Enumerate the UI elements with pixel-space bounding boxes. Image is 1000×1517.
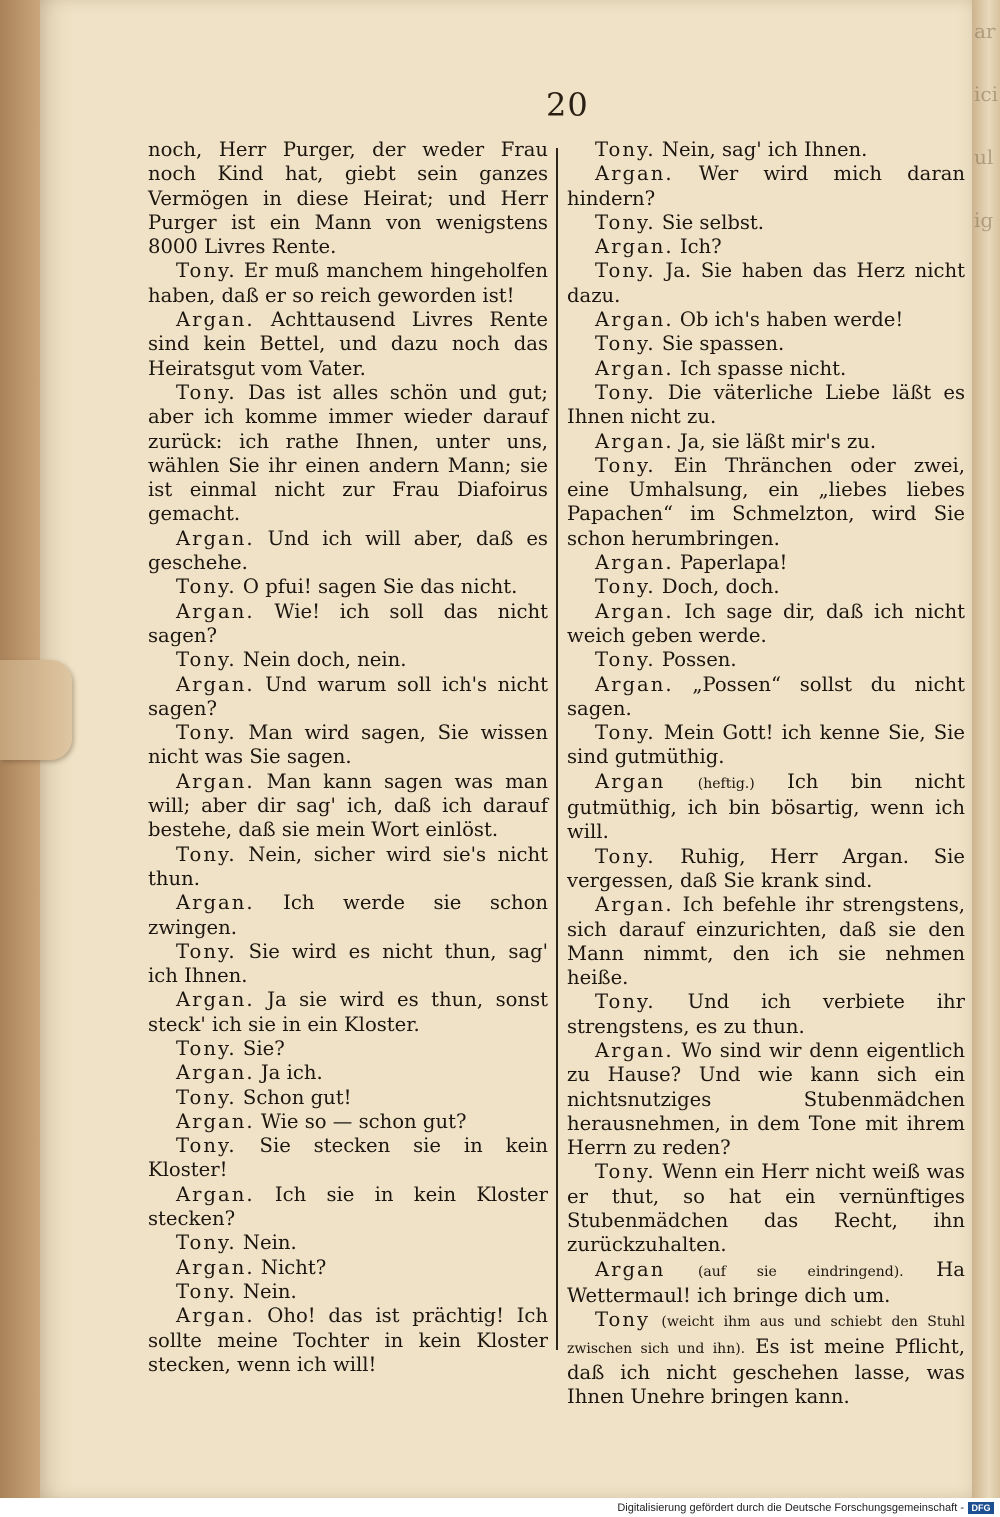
dialogue-text: Ich befehle ihr strengstens, sich darauf einzurichten, daß sie den Mann nimmt, den ich sie nehmen heiße. bbox=[567, 893, 965, 990]
speaker-name: Tony. bbox=[595, 453, 656, 477]
speaker-name: Tony. bbox=[595, 210, 656, 234]
dialogue-paragraph bbox=[567, 454, 965, 551]
speaker-name: Tony. bbox=[176, 721, 237, 745]
dialogue-text: Und warum soll ich's nicht sagen? bbox=[148, 672, 548, 720]
speaker-name: Argan. bbox=[176, 988, 255, 1012]
page-number: 20 bbox=[546, 86, 589, 124]
page-tab-marker bbox=[0, 660, 72, 760]
speaker-name: Argan. bbox=[176, 1255, 255, 1279]
speaker-name: Argan. bbox=[176, 1182, 255, 1206]
dialogue-paragraph bbox=[567, 430, 965, 454]
speaker-name: Argan. bbox=[176, 599, 255, 623]
speaker-name: Argan. bbox=[176, 891, 255, 915]
speaker-name: Tony. bbox=[595, 990, 656, 1014]
speaker-name: Tony. bbox=[595, 721, 656, 745]
dialogue-text: Und ich will aber, daß es geschehe. bbox=[148, 526, 548, 575]
dialogue-paragraph bbox=[567, 259, 965, 308]
dialogue-text: Es ist meine Pflicht, daß ich nicht geschehen lasse, was Ihnen Unehre bringen kann. bbox=[567, 1334, 966, 1409]
dialogue-paragraph bbox=[567, 600, 965, 649]
digitization-credit: Digitalisierung gefördert durch die Deutsche Forschungsgemeinschaft - bbox=[617, 1502, 964, 1514]
dialogue-paragraph bbox=[567, 990, 965, 1039]
speaker-name: Argan. bbox=[595, 672, 674, 696]
dialogue-paragraph bbox=[567, 721, 965, 770]
dialogue-paragraph bbox=[148, 843, 548, 892]
dialogue-text: Die väterliche Liebe läßt es Ihnen nicht zu. bbox=[567, 380, 965, 429]
dialogue-text: Nein. bbox=[242, 1231, 297, 1255]
speaker-name: Argan. bbox=[595, 893, 674, 917]
stage-direction: (weicht ihm aus und schiebt den Stuhl zwischen sich und ihn). bbox=[567, 1314, 965, 1357]
bleed-through-texture: ariciulig bbox=[974, 19, 998, 232]
dialogue-paragraph bbox=[148, 381, 548, 527]
dialogue-text: Nein, sag' ich Ihnen. bbox=[661, 138, 868, 161]
dialogue-text: Und ich verbiete ihr strengstens, es zu thun. bbox=[567, 990, 965, 1038]
dialogue-paragraph bbox=[567, 308, 965, 332]
dialogue-paragraph bbox=[567, 845, 965, 894]
dialogue-text: Schon gut! bbox=[242, 1085, 352, 1109]
dialogue-text: Nein, sicher wird sie's nicht thun. bbox=[148, 842, 548, 890]
speaker-name: Argan. bbox=[595, 235, 674, 259]
dialogue-text: Wo sind wir denn eigentlich zu Hause? Und wie kann sich ein nichtsnutziges Stubenmädchen herausnehmen, in dem Tone mit ihrem Herrn zu reden? bbox=[567, 1038, 966, 1160]
dialogue-text: noch, Herr Purger, der weder Frau noch Kind hat, giebt sein ganzes Vermögen in diese Heirat; und Herr Purger ist ein Mann von wenigstens 8000 Livres Rente. bbox=[148, 138, 548, 259]
dialogue-paragraph bbox=[148, 308, 548, 381]
speaker-name: Argan. bbox=[176, 1109, 255, 1133]
dialogue-paragraph bbox=[148, 1061, 548, 1085]
right-text-column bbox=[567, 138, 965, 1409]
dialogue-text: Oho! das ist prächtig! Ich sollte meine Tochter in kein Kloster stecken, wenn ich will! bbox=[148, 1304, 548, 1376]
dialogue-text: Ich spasse nicht. bbox=[679, 356, 847, 380]
speaker-name: Argan. bbox=[176, 1304, 255, 1328]
dialogue-paragraph bbox=[148, 673, 548, 722]
column-divider bbox=[556, 148, 558, 1350]
speaker-name: Argan. bbox=[595, 429, 674, 453]
dialogue-paragraph bbox=[148, 648, 548, 672]
dialogue-paragraph bbox=[567, 575, 965, 599]
dialogue-paragraph bbox=[567, 357, 965, 381]
stage-direction: (heftig.) bbox=[697, 775, 755, 792]
speaker-name: Tony. bbox=[595, 259, 656, 283]
dialogue-text: Nein. bbox=[242, 1279, 297, 1303]
dialogue-paragraph bbox=[148, 721, 548, 770]
dialogue-paragraph bbox=[567, 332, 965, 356]
speaker-name: Argan. bbox=[595, 162, 674, 186]
speaker-name: Tony. bbox=[176, 939, 237, 963]
dialogue-paragraph bbox=[148, 1183, 548, 1232]
speaker-name: Tony. bbox=[176, 842, 237, 866]
speaker-name: Tony. bbox=[176, 1279, 237, 1303]
dialogue-paragraph bbox=[148, 527, 548, 576]
dialogue-paragraph bbox=[567, 1039, 965, 1160]
dialogue-text: Ich werde sie schon zwingen. bbox=[148, 891, 548, 939]
speaker-name: Argan bbox=[595, 1257, 666, 1281]
dialogue-text: Ich sage dir, daß ich nicht weich geben werde. bbox=[567, 599, 966, 647]
dialogue-text: Ich? bbox=[679, 235, 722, 259]
dialogue-text: Sie wird es nicht thun, sag' ich Ihnen. bbox=[148, 939, 548, 988]
speaker-name: Tony bbox=[595, 1308, 651, 1332]
dialogue-text: Man wird sagen, Sie wissen nicht was Sie sagen. bbox=[148, 721, 548, 769]
dialogue-text: Wie so — schon gut? bbox=[260, 1109, 467, 1133]
dialogue-text: Achttausend Livres Rente sind kein Bettel, und dazu noch das Heiratsgut vom Vater. bbox=[148, 308, 548, 380]
speaker-name: Argan. bbox=[595, 356, 674, 380]
dialogue-paragraph bbox=[148, 770, 548, 843]
dialogue-text: Ja, sie läßt mir's zu. bbox=[679, 429, 877, 453]
dialogue-paragraph bbox=[148, 259, 548, 308]
dialogue-paragraph bbox=[148, 1304, 548, 1377]
speaker-name: Argan. bbox=[176, 672, 255, 696]
dialogue-text: O pfui! sagen Sie das nicht. bbox=[242, 575, 518, 599]
dialogue-text: Er muß manchem hingeholfen haben, daß er so reich geworden ist! bbox=[148, 259, 548, 307]
dialogue-paragraph bbox=[567, 211, 965, 235]
dialogue-text: Paperlapa! bbox=[679, 551, 788, 575]
speaker-name: Tony. bbox=[595, 138, 656, 161]
dialogue-paragraph bbox=[567, 235, 965, 259]
dfg-logo: DFG bbox=[968, 1502, 994, 1514]
dialogue-text: Ein Thränchen oder zwei, eine Umhalsung, ein „liebes liebes Papachen“ im Schmelzton, wird Sie schon herumbringen. bbox=[567, 453, 965, 550]
dialogue-paragraph bbox=[567, 893, 965, 990]
dialogue-paragraph bbox=[148, 940, 548, 989]
dialogue-text: Ja ich. bbox=[260, 1061, 323, 1085]
speaker-name: Tony. bbox=[176, 380, 237, 404]
speaker-name: Tony. bbox=[595, 648, 656, 672]
dialogue-paragraph bbox=[148, 988, 548, 1037]
speaker-name: Argan. bbox=[176, 308, 255, 332]
dialogue-text: Ich bin nicht gutmüthig, ich bin bösartig, wenn ich will. bbox=[567, 769, 965, 844]
speaker-name: Argan bbox=[595, 769, 666, 793]
speaker-name: Argan. bbox=[595, 551, 674, 575]
speaker-name: Argan. bbox=[595, 599, 674, 623]
dialogue-paragraph bbox=[567, 1160, 965, 1257]
dialogue-paragraph bbox=[567, 673, 965, 722]
speaker-name: Tony. bbox=[176, 648, 237, 672]
dialogue-paragraph bbox=[148, 1134, 548, 1183]
speaker-name: Tony. bbox=[595, 1160, 656, 1184]
dialogue-text: Ja. Sie haben das Herz nicht dazu. bbox=[567, 259, 965, 307]
speaker-name: Tony. bbox=[595, 575, 656, 599]
dialogue-paragraph bbox=[148, 138, 548, 259]
dialogue-text: Wer wird mich daran hindern? bbox=[567, 162, 965, 210]
speaker-name: Tony. bbox=[595, 844, 656, 868]
dialogue-paragraph bbox=[148, 1256, 548, 1280]
dialogue-text: Ja sie wird es thun, sonst steck' ich sie in ein Kloster. bbox=[148, 988, 548, 1036]
speaker-name: Tony. bbox=[595, 380, 656, 404]
speaker-name: Tony. bbox=[176, 1134, 237, 1158]
speaker-name: Tony. bbox=[176, 575, 237, 599]
dialogue-text: Ich sie in kein Kloster stecken? bbox=[148, 1182, 548, 1231]
speaker-name: Tony. bbox=[176, 259, 237, 283]
dialogue-text: Ruhig, Herr Argan. Sie vergessen, daß Sie krank sind. bbox=[567, 844, 965, 892]
dialogue-text: Nicht? bbox=[260, 1255, 327, 1279]
stage-direction: (auf sie eindringend). bbox=[697, 1263, 904, 1280]
dialogue-text: Wie! ich soll das nicht sagen? bbox=[148, 599, 549, 647]
dialogue-text: Sie stecken sie in kein Kloster! bbox=[148, 1134, 548, 1182]
dialogue-paragraph bbox=[148, 1037, 548, 1061]
speaker-name: Argan. bbox=[176, 526, 255, 550]
dialogue-paragraph bbox=[567, 381, 965, 430]
dialogue-paragraph bbox=[148, 1086, 548, 1110]
dialogue-paragraph bbox=[148, 575, 548, 599]
dialogue-paragraph bbox=[567, 770, 965, 845]
speaker-name: Tony. bbox=[176, 1036, 237, 1060]
speaker-name: Argan. bbox=[176, 769, 255, 793]
dialogue-paragraph bbox=[567, 551, 965, 575]
dialogue-paragraph bbox=[148, 891, 548, 940]
dialogue-text: Man kann sagen was man will; aber dir sag' ich, daß ich darauf bestehe, daß sie mein Wort einlöst. bbox=[148, 769, 548, 842]
dialogue-text: Das ist alles schön und gut; aber ich komme immer wieder darauf zurück: ich rathe Ihnen, unter uns, wählen Sie ihr einen andern Mann; sie ist einmal nicht zur Frau Diafoirus gemacht. bbox=[148, 380, 548, 526]
dialogue-paragraph bbox=[567, 1308, 965, 1409]
dialogue-paragraph bbox=[567, 138, 965, 162]
dialogue-text: Wenn ein Herr nicht weiß was er thut, so hat ein vernünftiges Stubenmädchen das Recht, ihn zurückzuhalten. bbox=[567, 1160, 965, 1257]
dialogue-text: Sie spassen. bbox=[661, 332, 785, 356]
dialogue-text: Ha Wettermaul! ich bringe dich um. bbox=[567, 1257, 965, 1307]
dialogue-text: Doch, doch. bbox=[661, 575, 780, 599]
dialogue-paragraph bbox=[148, 1231, 548, 1255]
next-page-edge bbox=[972, 0, 1000, 1498]
dialogue-paragraph bbox=[567, 648, 965, 672]
dialogue-text: Possen. bbox=[661, 648, 737, 672]
dialogue-text: Nein doch, nein. bbox=[242, 648, 407, 672]
speaker-name: Argan. bbox=[595, 1038, 674, 1062]
speaker-name: Tony. bbox=[176, 1085, 237, 1109]
dialogue-text: Mein Gott! ich kenne Sie, Sie sind gutmüthig. bbox=[567, 721, 965, 769]
dialogue-paragraph bbox=[567, 1258, 965, 1309]
speaker-name: Tony. bbox=[176, 1231, 237, 1255]
dialogue-paragraph bbox=[148, 1280, 548, 1304]
speaker-name: Tony. bbox=[595, 332, 656, 356]
dialogue-paragraph bbox=[148, 1110, 548, 1134]
dialogue-text: Sie? bbox=[242, 1036, 285, 1060]
dialogue-text: Sie selbst. bbox=[661, 210, 765, 234]
speaker-name: Argan. bbox=[595, 308, 674, 332]
dialogue-text: Ob ich's haben werde! bbox=[679, 308, 904, 332]
dialogue-paragraph bbox=[148, 600, 548, 649]
speaker-name: Argan. bbox=[176, 1061, 255, 1085]
left-text-column bbox=[148, 138, 548, 1377]
dialogue-text: „Possen“ sollst du nicht sagen. bbox=[567, 672, 965, 720]
dialogue-paragraph bbox=[567, 162, 965, 211]
